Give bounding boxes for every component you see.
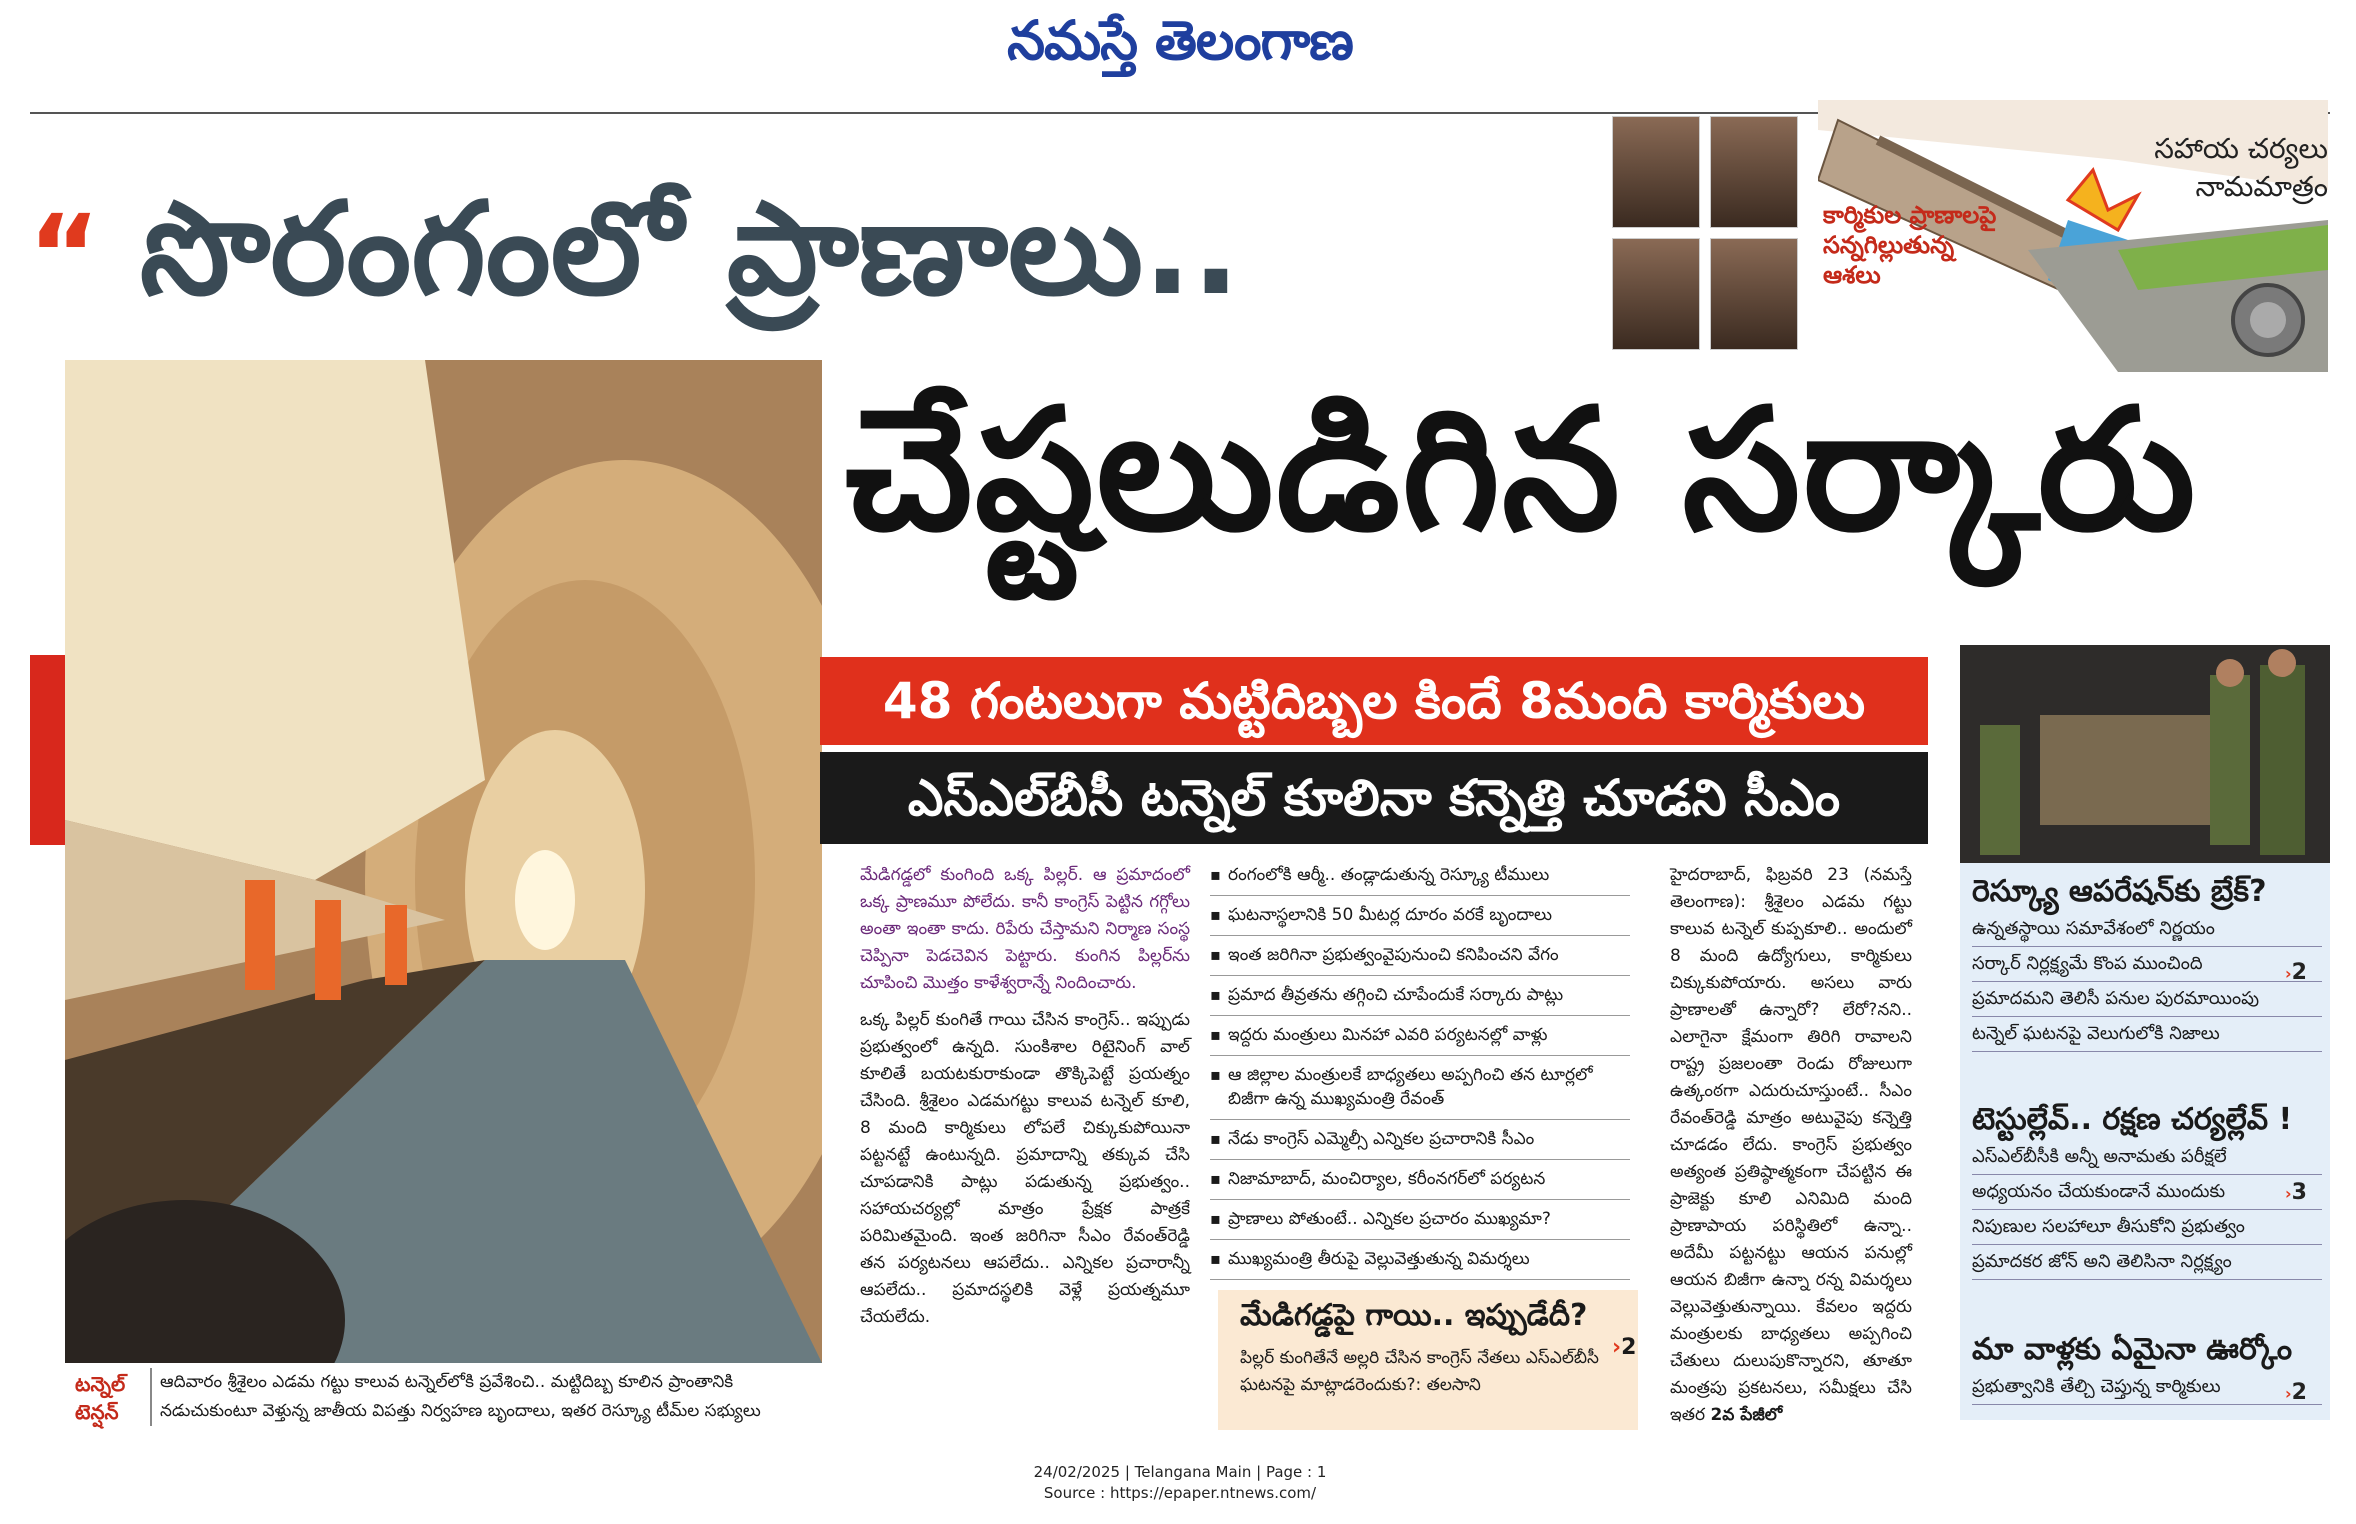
sidebar-section-rescue (1972, 872, 2322, 1052)
related-story-text: పిల్లర్ కుంగితేనే అల్లరి చేసిన కాంగ్రెస్ నేతలు ఎస్ఎల్‌బీసీ ఘటనపై మాట్లాడరెందుకు?: తలసాని (1240, 1348, 1599, 1395)
highlight-item: ▪ ఘటనాస్థలానికి 50 మీటర్ల దూరం వరకే బృందాలు (1210, 896, 1630, 936)
highlight-item: ▪ నిజామాబాద్, మంచిర్యాల, కరీంనగర్‌లో పర్యటన (1210, 1160, 1630, 1200)
sidebar-section-workers (1972, 1330, 2322, 1405)
continued-jump: 2వ పేజీలో (1710, 1405, 1783, 1425)
chevron-right-icon: › (2285, 964, 2292, 983)
highlight-item: ▪ ఇద్దరు మంత్రులు మినహా ఎవరి పర్యటనల్లో వాళ్లు (1210, 1016, 1630, 1056)
chevron-right-icon: › (1612, 1335, 1622, 1360)
page-number: 3 (2291, 1180, 2307, 1205)
highlight-item: ▪ ఇంత జరిగినా ప్రభుత్వంవైపునుంచి కనిపించని వేగం (1210, 936, 1630, 976)
worker-photo (1710, 238, 1798, 350)
sidebar-row: ప్రభుత్వానికి తేల్చి చెప్తున్న కార్మికులు (1972, 1370, 2322, 1405)
subheadline-black-banner: ఎస్ఎల్‌బీసీ టన్నెల్ కూలినా కన్నెత్తి చూడని సీఎం (820, 752, 1928, 844)
sidebar-section-tests (1972, 1100, 2322, 1280)
sidebar-heading: టెస్టుల్లేవ్.. రక్షణ చర్యల్లేవ్ ! (1972, 1102, 2293, 1137)
related-story-title: మేడిగడ్డపై గాయి.. ఇప్పుడేదీ? (1240, 1298, 1588, 1333)
sidebar-page-ref (2285, 1380, 2307, 1405)
page-footer (900, 1462, 1460, 1504)
body-paragraph: ఒక్క పిల్లర్ కుంగితే గాయి చేసిన కాంగ్రెస్.. ఇప్పుడు ప్రభుత్వంలో ఉన్నది. సుంకిశాల రిటైనింగ్ వాల్ కూలితే బయటకురాకుండా తొక్కిపెట్టే ప్రయత్నం చేసింది. శ్రీశైలం ఎడమగట్టు కాలువ టన్నెల్ కూలి, 8 మంది కార్మికులు లోపలే చిక్కుకుపోయినా పట్టనట్టే ఉంటున్నది. ప్రమాదాన్ని తక్కువ చేసి చూపడానికి పాట్లు పడుతున్న ప్రభుత్వం.. సహాయచర్యల్లో మాత్రం ప్రేక్షక పాత్రకే పరిమితమైంది. ఇంత జరిగినా సీఎం రేవంత్‌రెడ్డి తన పర్యటనలు ఆపలేదు.. ఎన్నికల ప్రచారాన్నీ ఆపలేదు.. ప్రమాదస్థలికి వెళ్లే ప్రయత్నమూ చేయలేదు. (860, 1010, 1190, 1327)
tunnel-photo (65, 360, 822, 1363)
highlight-item: ▪ ఆ జిల్లాల మంత్రులకే బాధ్యతలు అప్పగించి తన టూర్లలో బిజీగా ఉన్న ముఖ్యమంత్రి రేవంత్ (1210, 1056, 1630, 1120)
highlight-item: ▪ నేడు కాంగ్రెస్ ఎమ్మెల్సీ ఎన్నికల ప్రచారానికి సీఎం (1210, 1120, 1630, 1160)
worker-photo (1710, 116, 1798, 228)
worker-photo (1612, 238, 1700, 350)
source-url[interactable]: Source : https://epaper.ntnews.com/ (1043, 1484, 1317, 1502)
graphic-caption-rescue: సహాయ చర్యలు నామమాత్రం (2154, 132, 2328, 203)
sidebar-page-ref (2285, 1180, 2307, 1205)
page-number: 2 (2291, 1380, 2307, 1405)
masthead-title: నమస్తే తెలంగాణ (1007, 8, 1353, 72)
highlight-item: ▪ ప్రమాద తీవ్రతను తగ్గించి చూపేందుకే సర్కారు పాట్లు (1210, 976, 1630, 1016)
sidebar-row: అధ్యయనం చేయకుండానే ముందుకు (1972, 1175, 2322, 1210)
rescue-team-photo (1960, 645, 2330, 863)
chevron-right-icon: › (2285, 1384, 2292, 1403)
sidebar-row: ప్రమాదమని తెలిసీ పనుల పురమాయింపు (1972, 982, 2322, 1017)
sidebar-page-ref (2285, 960, 2307, 985)
page-number: 2 (2291, 960, 2307, 985)
sidebar-row: ప్రమాదకర జోన్ అని తెలిసినా నిర్లక్ష్యం (1972, 1245, 2322, 1280)
related-story-page-ref (1612, 1335, 1636, 1360)
worker-photo (1612, 116, 1700, 228)
page-number: 2 (1621, 1335, 1637, 1360)
article-column-left (860, 862, 1190, 1341)
quote-mark: “ (28, 191, 101, 319)
intro-paragraph: మేడిగడ్డలో కుంగింది ఒక్క పిల్లర్. ఆ ప్రమాదంలో ఒక్క ప్రాణమూ పోలేదు. కానీ కాంగ్రెస్ పెట్టిన గగ్గోలు అంతా ఇంతా కాదు. రిపేరు చేస్తామని నిర్మాణ సంస్థ చెప్పినా పెడచెవిన పెట్టారు. కుంగిన పిల్లర్‌ను చూపించి మొత్తం కాళేశ్వరాన్నే నిందించారు. (860, 865, 1190, 993)
highlight-item: ▪ ముఖ్యమంత్రి తీరుపై వెల్లువెత్తుతున్న విమర్శలు (1210, 1240, 1630, 1280)
graphic-caption-hope: కార్మికుల ప్రాణాలపై సన్నగిల్లుతున్న ఆశలు (1823, 201, 1997, 289)
sidebar-row: టన్నెల్ ఘటనపై వెలుగులోకి నిజాలు (1972, 1017, 2322, 1052)
article-body: హైదరాబాద్, ఫిబ్రవరి 23 (నమస్తే తెలంగాణ): శ్రీశైలం ఎడమ గట్టు కాలువ టన్నెల్ కుప్పకూలి.. అందులో 8 మంది ఉద్యోగులు, కార్మికులు చిక్కుకుపోయారు. అసలు వారు ప్రాణాలతో ఉన్నారో? లేరో?నని.. ఎలాగైనా క్షేమంగా తిరిగి రావాలని రాష్ట్ర ప్రజలంతా రెండు రోజులుగా ఉత్కంఠగా ఎదురుచూస్తుంటే.. సీఎం రేవంత్‌రెడ్డి మాత్రం అటువైపు కన్నెత్తి చూడడం లేదు. కాంగ్రెస్ ప్రభుత్వం అత్యంత ప్రతిష్ఠాత్మకంగా చేపట్టిన ఈ ప్రాజెక్టు కూలి ఎనిమిది మంది ప్రాణాపాయ పరిస్థితిలో ఉన్నా.. అదేమీ పట్టనట్టు ఆయన పనుల్లో ఆయన బిజీగా ఉన్నా రన్న విమర్శలు వెల్లువెత్తుతున్నాయి. కేవలం ఇద్దరు మంత్రులకు బాధ్యతలు అప్పగించి చేతులు దులుపుకొన్నారని, తూతూ మంత్రపు ప్రకటనలు, సమీక్షలు చేసి ఇతర (1670, 865, 1912, 1425)
red-accent-bar (30, 655, 70, 845)
article-column-right (1670, 862, 1912, 1429)
highlights-list (1210, 856, 1630, 1280)
sidebar-row: ఉన్నతస్థాయి సమావేశంలో నిర్ణయం (1972, 912, 2322, 947)
sidebar-row: సర్కార్ నిర్లక్ష్యమే కొంప ముంచింది (1972, 947, 2322, 982)
sidebar-heading: మా వాళ్లకు ఏమైనా ఊర్కోం (1972, 1332, 2293, 1367)
photo-caption-label: టన్నెల్ టెన్షన్ (75, 1372, 126, 1424)
sidebar-row: ఎస్ఎల్‌బీసీకి అన్నీ అనామతు పరీక్షలే (1972, 1140, 2322, 1175)
highlight-item: ▪ ప్రాణాలు పోతుంటే.. ఎన్నికల ప్రచారం ముఖ్యమా? (1210, 1200, 1630, 1240)
headline-line-2: చేష్టలుడిగిన సర్కారు (845, 372, 2198, 568)
chevron-right-icon: › (2285, 1184, 2292, 1203)
edition-info: 24/02/2025 | Telangana Main | Page : 1 (1033, 1463, 1327, 1481)
highlight-item: ▪ రంగంలోకి ఆర్మీ.. తండ్లాడుతున్న రెస్క్యూ టీములు (1210, 856, 1630, 896)
headline-line-1: సొరంగంలో ప్రాణాలు.. (140, 175, 1241, 324)
sidebar-heading: రెస్క్యూ ఆపరేషన్‌కు బ్రేక్? (1972, 874, 2267, 909)
photo-caption-text: ఆదివారం శ్రీశైలం ఎడమ గట్టు కాలువ టన్నెల్‌లోకి ప్రవేశించి.. మట్టిదిబ్బ కూలిన ప్రాంతానికి నడుచుకుంటూ వెళ్తున్న జాతీయ విపత్తు నిర్వహణ బృందాలు, ఇతర రెస్క్యూ టీమ్‌ల సభ్యులు (150, 1368, 835, 1426)
subheadline-red-banner: 48 గంటలుగా మట్టిదిబ్బల కిందే 8మంది కార్మికులు (820, 657, 1928, 745)
sidebar-row: నిపుణుల సలహాలూ తీసుకోని ప్రభుత్వం (1972, 1210, 2322, 1245)
